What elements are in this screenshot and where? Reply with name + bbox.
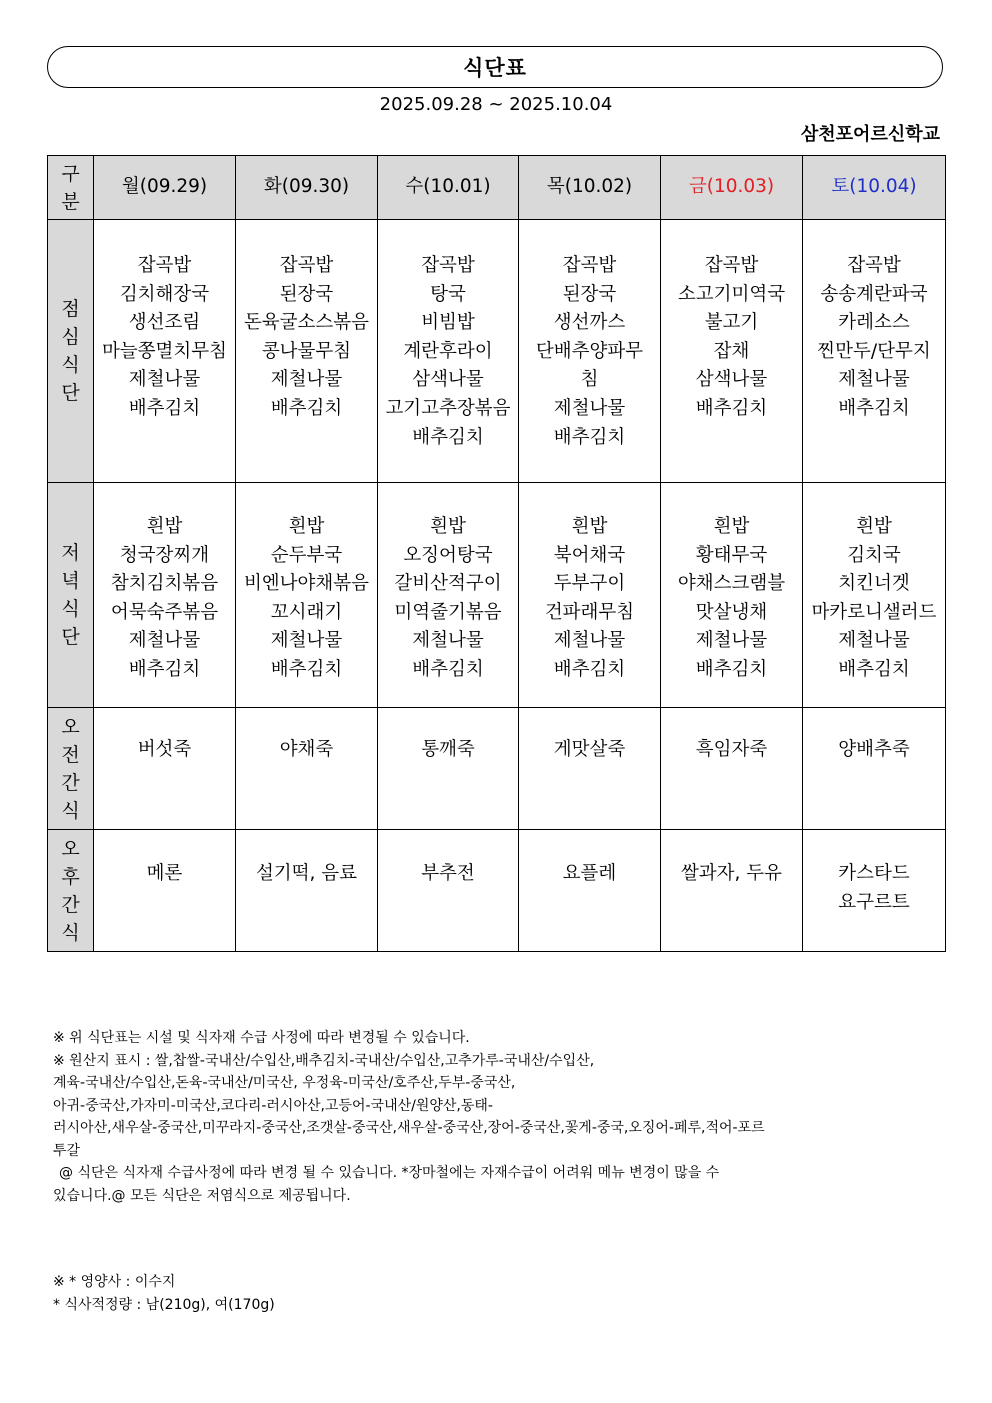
menu-cell-mon [94, 830, 236, 952]
menu-item: 배추김치 [128, 397, 201, 419]
menu-item: 카레소스 [838, 312, 910, 334]
label-char: 간 [61, 893, 80, 916]
day-header-fri: 금(10.03) [661, 156, 803, 220]
nutritionist: ※ * 영양사 : 이수지 [53, 1274, 176, 1290]
day-header-sat: 토(10.04) [803, 156, 946, 220]
menu-item: 제철나물 [838, 630, 910, 652]
notes [53, 1027, 913, 1207]
menu-cell-wed [378, 483, 519, 708]
menu-item: 탕국 [430, 283, 466, 305]
afternoon-snack-row [48, 830, 946, 952]
menu-item: 불고기 [704, 312, 759, 334]
day-header-wed: 수(10.01) [378, 156, 519, 220]
menu-item: 된장국 [562, 283, 617, 305]
footer [53, 1271, 275, 1316]
menu-item: 흰밥 [713, 516, 750, 537]
menu-item: 잡곡밥 [847, 255, 901, 276]
label-char: 식 [61, 354, 80, 376]
menu-item: 흑임자죽 [695, 739, 768, 760]
note-line: 러시아산,새우살-중국산,미꾸라지-중국산,조갯살-중국산,새우살-중국산,장어-중국산,꽃게-중국,오징어-페루,적어-포르 [53, 1120, 765, 1136]
menu-item: 순두부국 [270, 544, 343, 566]
menu-item: 비빔밥 [421, 312, 475, 334]
day-header-mon: 월(09.29) [94, 156, 236, 220]
menu-item: 양배추죽 [838, 739, 910, 760]
menu-item: 고기고추장볶음 [385, 397, 511, 419]
menu-item: 청국장찌개 [119, 544, 210, 566]
menu-item: 제철나물 [270, 369, 343, 391]
menu-item: 배추김치 [695, 658, 768, 680]
menu-item: 잡곡밥 [562, 255, 617, 276]
menu-item: 흰밥 [288, 516, 325, 537]
menu-item: 제철나물 [128, 630, 201, 652]
menu-item: 치킨너겟 [838, 573, 910, 595]
note-line: ※ 원산지 표시 : 쌀,찹쌀-국내산/수입산,배추김치-국내산/수입산,고추가루-국내산/수입산, [53, 1052, 595, 1069]
menu-item: 게맛살죽 [553, 739, 626, 760]
menu-item: 야채죽 [279, 739, 334, 760]
menu-cell-wed [378, 220, 519, 483]
menu-item: 배추김치 [128, 658, 201, 680]
menu-item: 맛살냉채 [695, 601, 768, 623]
menu-item: 마카로니샐러드 [811, 601, 937, 623]
menu-item: 비엔나야채볶음 [243, 573, 370, 595]
menu-item: 콩나물무침 [261, 340, 352, 362]
label-char: 식 [61, 921, 80, 944]
menu-item: 두부구이 [553, 573, 626, 595]
menu-cell-fri [661, 483, 803, 708]
label-char: 식 [61, 799, 80, 822]
menu-item: 건파래무침 [544, 601, 635, 623]
label-char: 후 [61, 865, 80, 888]
menu-item: 부추전 [421, 863, 475, 884]
menu-cell-fri [661, 708, 803, 830]
menu-item: 제철나물 [553, 397, 626, 419]
menu-item: 참치김치볶음 [110, 573, 219, 595]
menu-item: 마늘쫑멸치무침 [101, 340, 228, 362]
menu-item: 북어채국 [553, 544, 626, 566]
menu-item: 갈비산적구이 [394, 573, 502, 595]
menu-cell-thu [519, 220, 661, 483]
menu-item: 된장국 [279, 283, 334, 305]
menu-item: 생선까스 [553, 312, 626, 334]
menu-item: 잡곡밥 [279, 255, 334, 276]
menu-item: 송송계란파국 [820, 283, 928, 305]
menu-cell-tue [236, 220, 378, 483]
menu-item: 배추김치 [838, 397, 910, 419]
menu-cell-tue [236, 483, 378, 708]
menu-table [47, 155, 946, 952]
menu-item: 소고기미역국 [677, 283, 786, 305]
menu-cell-tue [236, 830, 378, 952]
school-name: 삼천포어르신학교 [800, 124, 940, 145]
menu-cell-sat [803, 708, 946, 830]
label-char: 식 [61, 598, 80, 620]
menu-item: 버섯죽 [137, 739, 192, 760]
header-row [48, 156, 946, 220]
label-char: 녁 [61, 570, 80, 592]
menu-item: 제철나물 [270, 630, 343, 652]
menu-cell-wed [378, 830, 519, 952]
menu-item: 꼬시래기 [270, 601, 343, 623]
portion-info: * 식사적정량 : 남(210g), 여(170g) [53, 1296, 275, 1313]
day-header-thu: 목(10.02) [519, 156, 661, 220]
menu-item: 삼색나물 [695, 369, 768, 391]
menu-item: 메론 [146, 863, 183, 884]
note-line: ※ 위 식단표는 시설 및 식자재 수급 사정에 따라 변경될 수 있습니다. [53, 1030, 470, 1046]
menu-cell-fri [661, 830, 803, 952]
label-char: 분 [61, 190, 80, 213]
menu-item: 제철나물 [838, 369, 910, 391]
menu-item: 쌀과자, 두유 [680, 863, 783, 884]
menu-item: 카스타드 [838, 863, 910, 884]
label-char: 오 [61, 715, 80, 738]
menu-item: 제철나물 [412, 630, 484, 652]
menu-cell-mon [94, 708, 236, 830]
title-box [47, 46, 943, 88]
note-line: 투갈 [53, 1142, 81, 1159]
menu-item: 생선조림 [128, 312, 201, 334]
menu-item: 흰밥 [430, 516, 466, 537]
menu-item: 요구르트 [838, 891, 910, 913]
label-char: 전 [61, 743, 80, 766]
menu-cell-sat [803, 483, 946, 708]
menu-item: 배추김치 [270, 397, 343, 419]
menu-item: 잡채 [713, 340, 750, 362]
label-char: 저 [61, 542, 80, 564]
menu-item: 흰밥 [146, 516, 183, 537]
menu-cell-thu [519, 830, 661, 952]
menu-item: 단배추양파무 [535, 340, 644, 362]
lunch-row [48, 220, 946, 483]
menu-item: 배추김치 [412, 426, 484, 448]
menu-item: 요플레 [562, 863, 617, 884]
note-line: 아귀-중국산,가자미-미국산,코다리-러시아산,고등어-국내산/원양산,동태- [53, 1097, 493, 1114]
menu-item: 계란후라이 [403, 340, 493, 362]
menu-item: 야채스크램블 [677, 573, 786, 595]
menu-item: 제철나물 [695, 630, 768, 652]
menu-item: 제철나물 [553, 630, 626, 652]
page-title: 식단표 [463, 56, 527, 80]
menu-cell-fri [661, 220, 803, 483]
menu-item: 김치해장국 [119, 283, 210, 305]
dinner-row [48, 483, 946, 708]
menu-item: 통깨죽 [421, 739, 475, 760]
menu-item: 잡곡밥 [137, 255, 192, 276]
menu-item: 설기떡, 음료 [255, 863, 358, 884]
menu-cell-wed [378, 708, 519, 830]
menu-item: 흰밥 [571, 516, 608, 537]
label-char: 구 [61, 162, 80, 185]
menu-item: 흰밥 [856, 516, 892, 537]
menu-cell-mon [94, 220, 236, 483]
note-line: @ 식단은 식자재 수급사정에 따라 변경 될 수 있습니다. *장마철에는 자재수급이 어려워 메뉴 변경이 많을 수 [59, 1165, 720, 1181]
label-char: 단 [61, 382, 80, 404]
row-label [48, 483, 94, 708]
menu-item: 제철나물 [128, 369, 201, 391]
menu-item: 미역줄기볶음 [394, 601, 502, 623]
menu-item: 배추김치 [270, 658, 343, 680]
menu-item: 찐만두/단무지 [817, 340, 931, 362]
corner-label [48, 156, 94, 220]
menu-cell-mon [94, 483, 236, 708]
menu-item: 삼색나물 [412, 369, 484, 391]
note-line: 있습니다.@ 모든 식단은 저염식으로 제공됩니다. [53, 1187, 351, 1204]
menu-item: 어묵숙주볶음 [110, 601, 219, 623]
menu-item: 배추김치 [412, 658, 484, 680]
menu-item: 잡곡밥 [704, 255, 759, 276]
label-char: 간 [61, 771, 80, 794]
menu-cell-sat [803, 220, 946, 483]
menu-item: 배추김치 [553, 658, 626, 680]
label-char: 단 [61, 626, 80, 648]
menu-item: 배추김치 [553, 426, 626, 448]
menu-cell-thu [519, 483, 661, 708]
label-char: 심 [61, 326, 80, 348]
menu-item: 황태무국 [695, 544, 768, 566]
menu-item: 돈육굴소스볶음 [243, 312, 370, 334]
morning-snack-row [48, 708, 946, 830]
day-header-tue: 화(09.30) [236, 156, 378, 220]
row-label [48, 830, 94, 952]
menu-cell-thu [519, 708, 661, 830]
menu-item: 침 [580, 369, 599, 391]
menu-item: 잡곡밥 [421, 255, 475, 276]
menu-item: 김치국 [847, 544, 901, 566]
note-line: 계육-국내산/수입산,돈육-국내산/미국산, 우정육-미국산/호주산,두부-중국산, [53, 1075, 516, 1091]
label-char: 오 [61, 837, 80, 860]
label-char: 점 [61, 298, 80, 320]
menu-cell-tue [236, 708, 378, 830]
row-label [48, 220, 94, 483]
menu-item: 오징어탕국 [403, 544, 493, 566]
menu-item: 배추김치 [695, 397, 768, 419]
menu-item: 배추김치 [838, 658, 910, 680]
menu-cell-sat [803, 830, 946, 952]
date-range: 2025.09.28 ~ 2025.10.04 [379, 94, 613, 115]
row-label [48, 708, 94, 830]
